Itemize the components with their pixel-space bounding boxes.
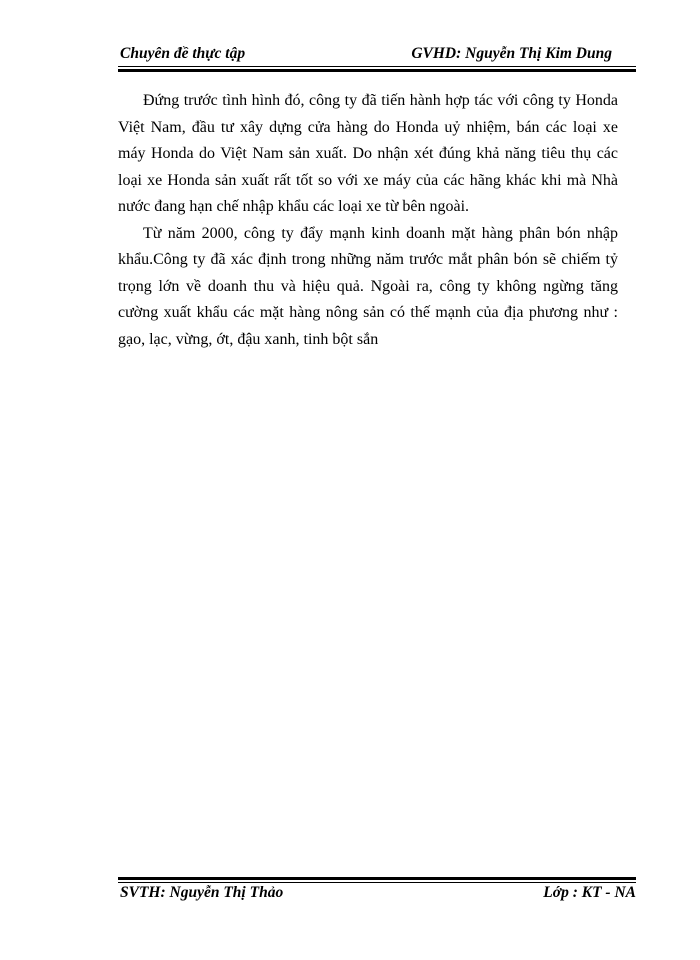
footer-class: Lớp : KT - NA (543, 884, 636, 901)
paragraph-honda: Đứng trước tình hình đó, công ty đã tiến hành hợp tác với công ty Honda Việt Nam, đầu tư xây dựng cửa hàng do Honda uỷ nhiệm, bán các loại xe máy Honda do Việt Nam sản xuất. Do nhận xét đúng khả năng tiêu thụ các loại xe Honda sản xuất rất tốt so với xe máy của các hãng khác khi mà Nhà nước đang hạn chế nhập khẩu các loại xe từ bên ngoài. (118, 92, 618, 215)
body-text (118, 88, 618, 353)
page-footer (118, 884, 636, 906)
header-rule-thick (118, 69, 636, 72)
footer-rule-thin (118, 882, 636, 883)
footer-rule-thick (118, 877, 636, 880)
header-document-type: Chuyên đề thực tập (120, 45, 246, 62)
header-rule-thin (118, 66, 636, 67)
page-header (118, 42, 618, 66)
paragraph-fertilizer: Từ năm 2000, công ty đẩy mạnh kinh doanh mặt hàng phân bón nhập khẩu.Công ty đã xác định trong những năm trước mắt phân bón sẽ chiếm tỷ trọng lớn về doanh thu và hiệu quả. Ngoài ra, công ty không ngừng tăng cường xuất khẩu các mặt hàng nông sản có thế mạnh của địa phương như : gạo, lạc, vừng, ớt, đậu xanh, tinh bột sắn (118, 224, 618, 348)
header-supervisor: GVHD: Nguyễn Thị Kim Dung (411, 45, 612, 62)
footer-student: SVTH: Nguyễn Thị Thảo (120, 884, 284, 901)
